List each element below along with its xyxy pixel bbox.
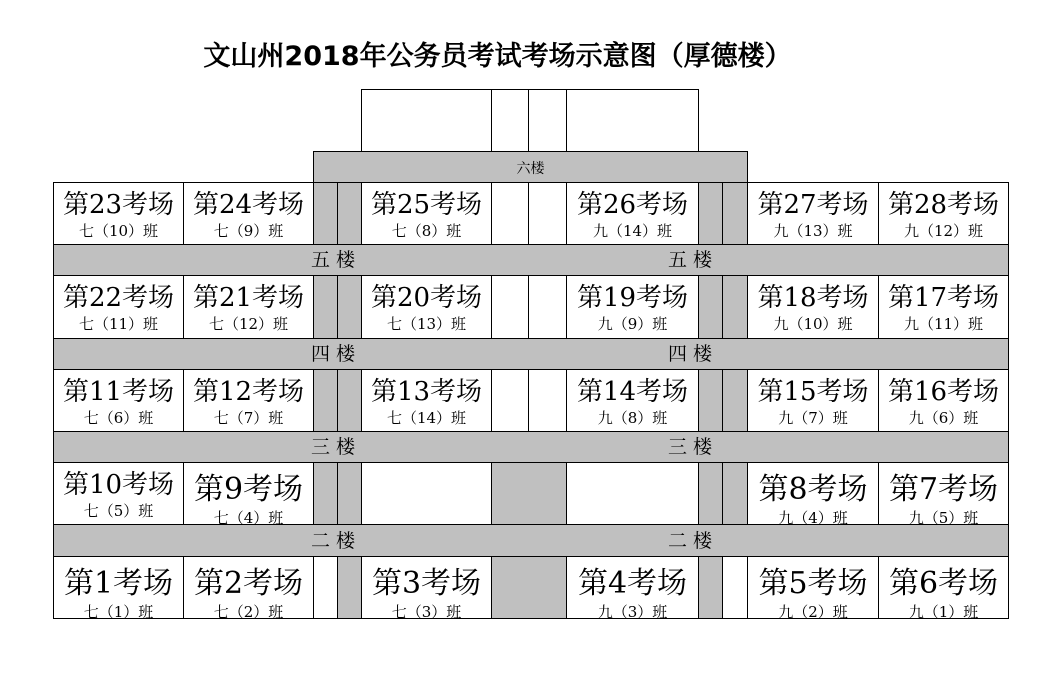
exam-room-5: 第5考场 九（2）班 <box>747 556 879 619</box>
floor5-label-left: 五 楼 <box>311 249 356 271</box>
exam-room-26: 第26考场 九（14）班 <box>566 182 699 245</box>
stairwell <box>337 462 362 525</box>
corridor-cell <box>722 556 748 619</box>
exam-room-2: 第2考场 七（2）班 <box>183 556 314 619</box>
exam-room-22: 第22考场 七（11）班 <box>53 275 184 339</box>
stairwell <box>698 556 723 619</box>
floor3-band <box>53 431 1009 463</box>
exam-room-23: 第23考场 七（10）班 <box>53 182 184 245</box>
exam-room-11: 第11考场 七（6）班 <box>53 369 184 432</box>
stairwell <box>698 369 723 432</box>
exam-room-20: 第20考场 七（13）班 <box>361 275 492 339</box>
exam-room-24: 第24考场 七（9）班 <box>183 182 314 245</box>
exam-room-7: 第7考场 九（5）班 <box>878 462 1009 525</box>
exam-room-25: 第25考场 七（8）班 <box>361 182 492 245</box>
corridor-cell <box>313 556 338 619</box>
stairwell <box>698 462 723 525</box>
exam-room-8: 第8考场 九（4）班 <box>747 462 879 525</box>
stairwell <box>698 182 723 245</box>
floor6-band <box>313 151 748 183</box>
corridor-cell <box>491 556 567 619</box>
floor6-label: 六楼 <box>516 161 545 177</box>
corridor-cell <box>491 275 529 339</box>
exam-room-15: 第15考场 九（7）班 <box>747 369 879 432</box>
empty-room <box>361 462 492 525</box>
exam-room-21: 第21考场 七（12）班 <box>183 275 314 339</box>
stairwell <box>722 182 748 245</box>
stairwell <box>313 462 338 525</box>
stairwell <box>722 275 748 339</box>
exam-room-6: 第6考场 九（1）班 <box>878 556 1009 619</box>
corridor-cell <box>491 369 529 432</box>
corridor-cell <box>528 369 567 432</box>
top-block <box>361 89 699 152</box>
exam-room-17: 第17考场 九（11）班 <box>878 275 1009 339</box>
floor5-label-right: 五 楼 <box>668 249 713 271</box>
exam-room-4: 第4考场 九（3）班 <box>566 556 699 619</box>
corridor-cell <box>491 462 567 525</box>
floor4-label-left: 四 楼 <box>311 343 356 365</box>
top-divider <box>566 89 567 152</box>
floor4-band <box>53 338 1009 370</box>
exam-room-28: 第28考场 九（12）班 <box>878 182 1009 245</box>
exam-room-16: 第16考场 九（6）班 <box>878 369 1009 432</box>
empty-room <box>566 462 699 525</box>
stairwell <box>722 462 748 525</box>
corridor-cell <box>528 182 567 245</box>
corridor-cell <box>491 182 529 245</box>
exam-room-18: 第18考场 九（10）班 <box>747 275 879 339</box>
exam-room-13: 第13考场 七（14）班 <box>361 369 492 432</box>
exam-room-14: 第14考场 九（8）班 <box>566 369 699 432</box>
stairwell <box>698 275 723 339</box>
floor3-label-right: 三 楼 <box>668 436 713 458</box>
exam-room-10: 第10考场 七（5）班 <box>53 462 184 525</box>
stairwell <box>337 182 362 245</box>
exam-room-19: 第19考场 九（9）班 <box>566 275 699 339</box>
exam-room-9: 第9考场 七（4）班 <box>183 462 314 525</box>
page-title: 文山州2018年公务员考试考场示意图（厚德楼） <box>203 41 792 72</box>
top-divider <box>528 89 529 152</box>
exam-room-1: 第1考场 七（1）班 <box>53 556 184 619</box>
exam-room-27: 第27考场 九（13）班 <box>747 182 879 245</box>
stairwell <box>722 369 748 432</box>
exam-room-3: 第3考场 七（3）班 <box>361 556 492 619</box>
stairwell <box>337 275 362 339</box>
floor2-label-left: 二 楼 <box>311 530 356 552</box>
floor2-label-right: 二 楼 <box>668 530 713 552</box>
corridor-cell <box>528 275 567 339</box>
exam-room-12: 第12考场 七（7）班 <box>183 369 314 432</box>
stairwell <box>313 369 338 432</box>
floor3-label-left: 三 楼 <box>311 436 356 458</box>
stairwell <box>337 556 362 619</box>
top-divider <box>491 89 492 152</box>
floor5-band <box>53 244 1009 276</box>
floor4-label-right: 四 楼 <box>668 343 713 365</box>
stairwell <box>337 369 362 432</box>
stairwell <box>313 182 338 245</box>
floor2-band <box>53 524 1009 557</box>
stairwell <box>313 275 338 339</box>
